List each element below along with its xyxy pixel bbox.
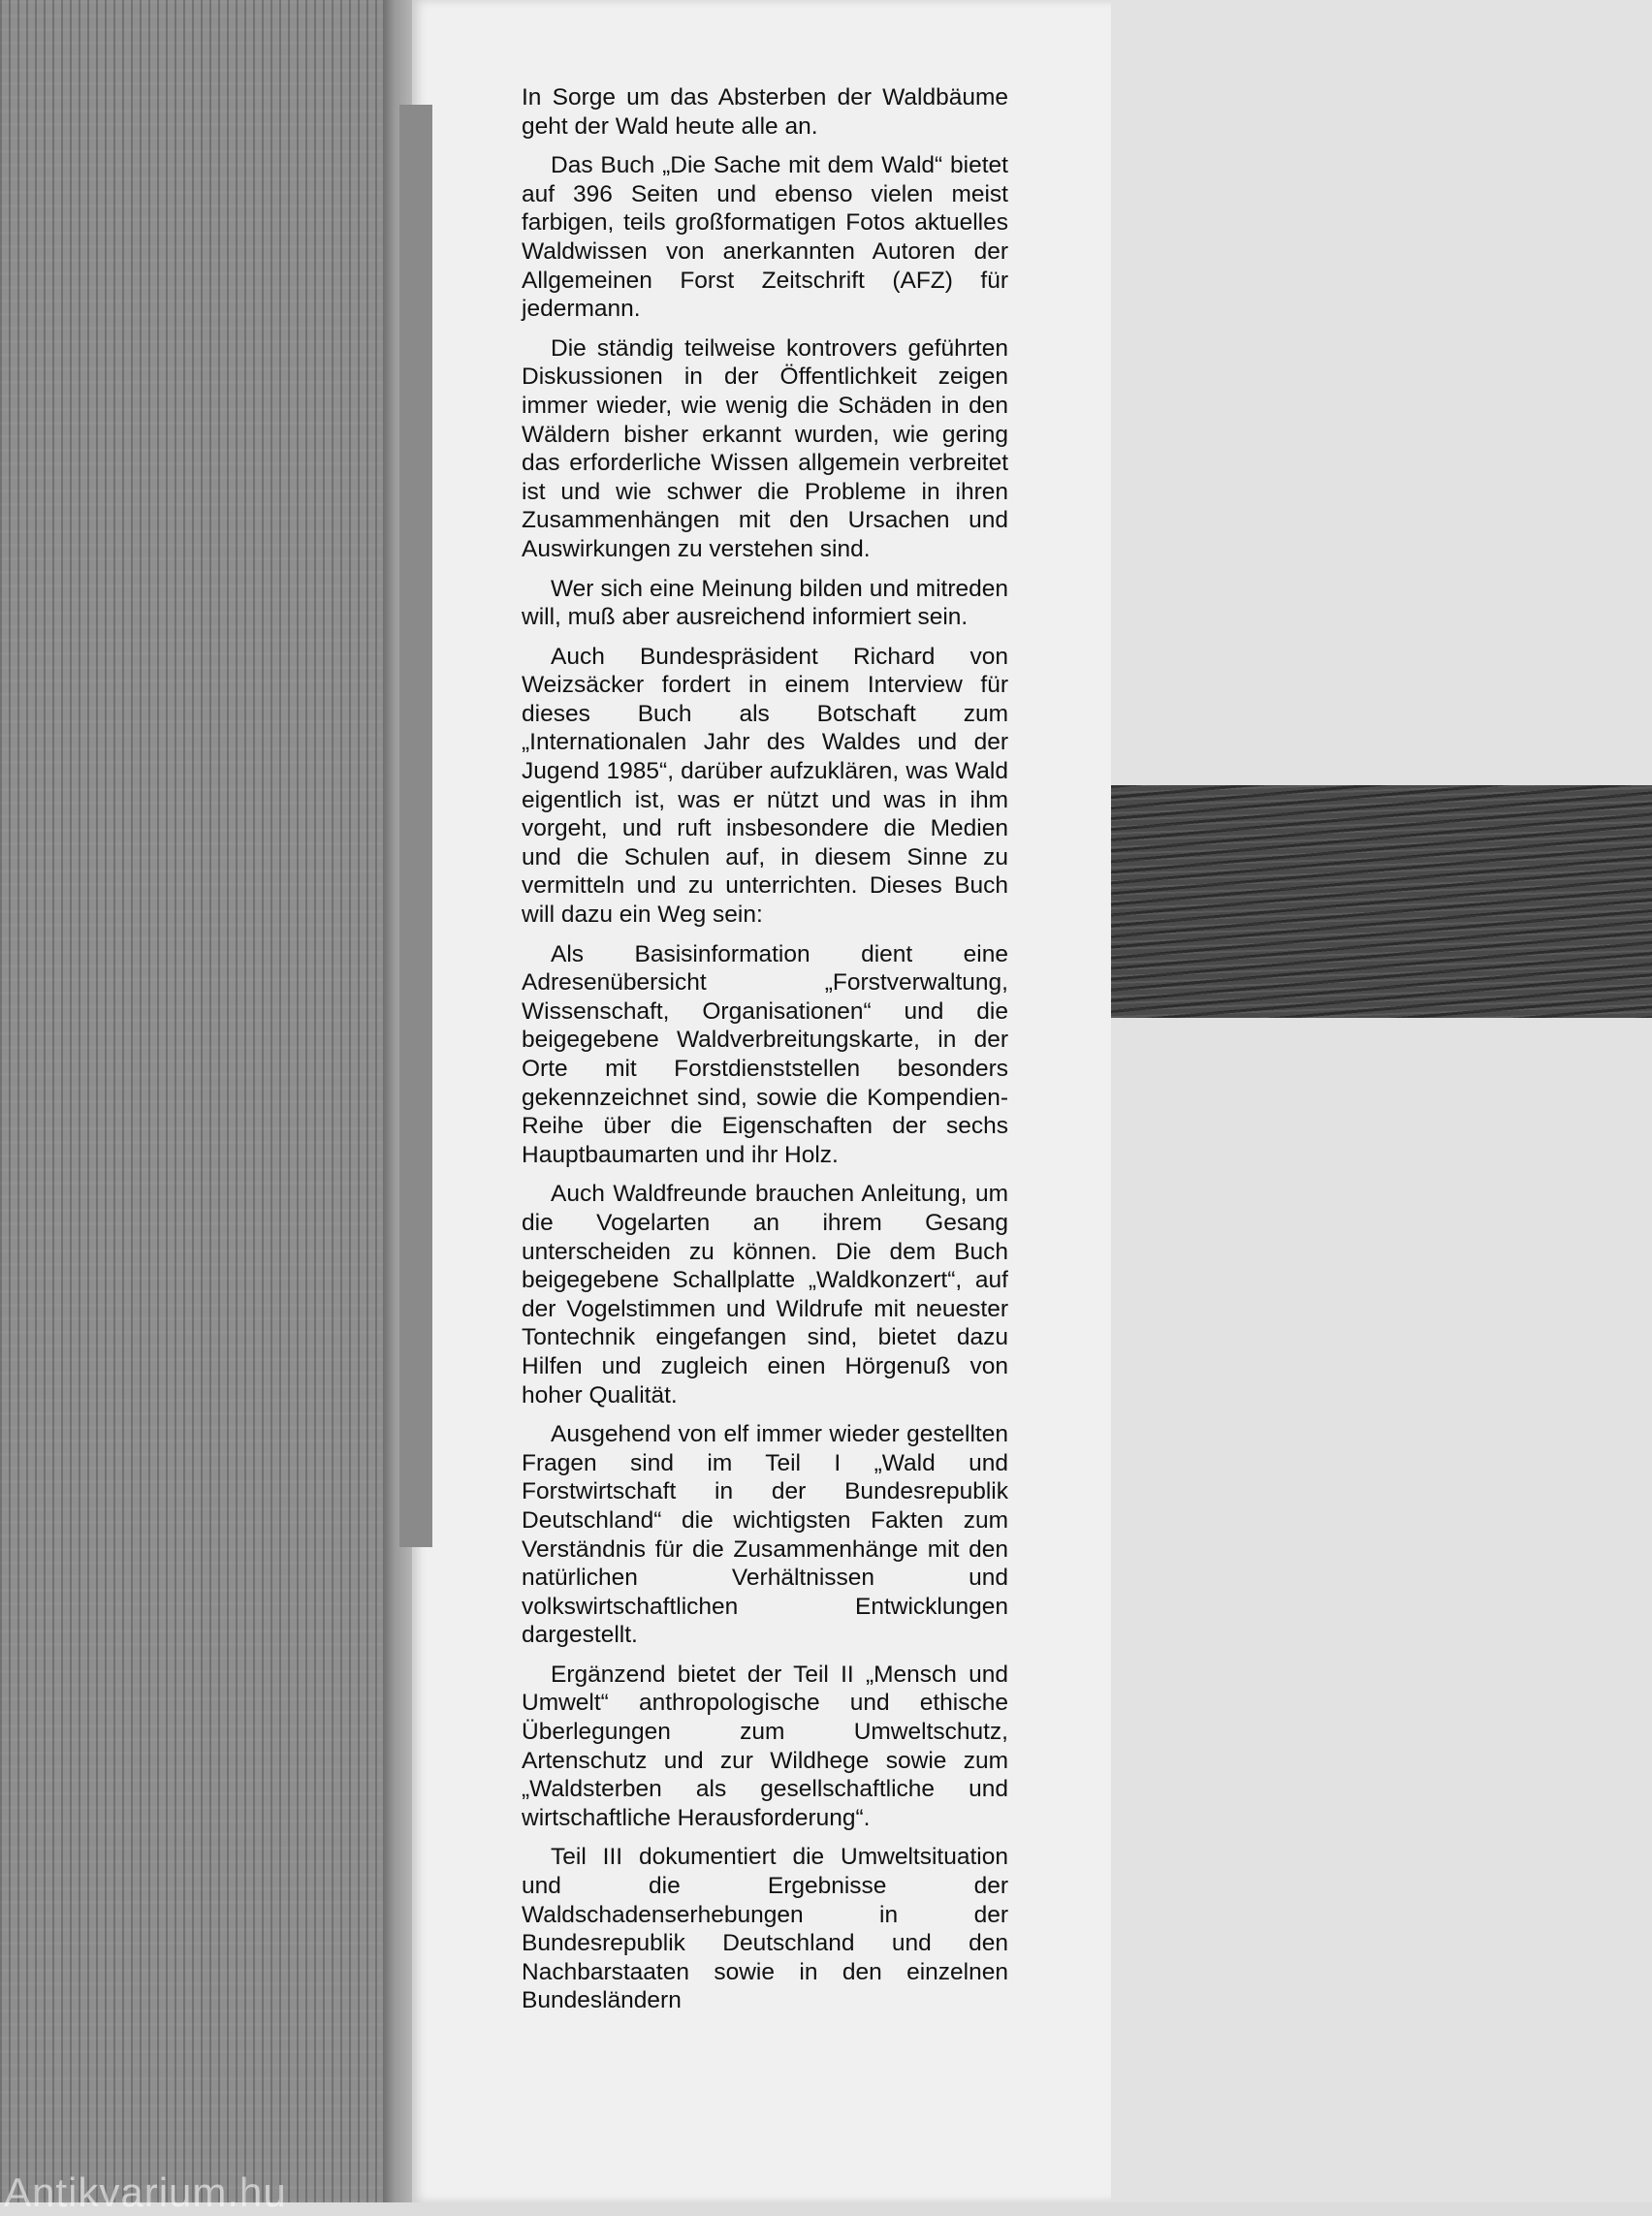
paragraph-9: Ergänzend bietet der Teil II „Mensch und Umwelt“ anthropologische und ethische Überlegungen zum Umweltschutz, Artenschutz und zur Wildhege sowie zum „Waldsterben als gesellschaftliche und wirtschaftliche Herausforderung“. <box>522 1661 1008 1831</box>
gray-flap-strip <box>399 105 432 1547</box>
paragraph-7: Auch Waldfreunde brauchen Anleitung, um die Vogelarten an ihrem Gesang unterscheiden zu können. Die dem Buch beigegebene Schallplatte „Waldkonzert“, auf der Vogelstimmen und Wildrufe mit neuester Tontechnik eingefangen sind, bietet dazu Hilfen und zugleich einen Hörgenuß von hoher Qualität. <box>522 1181 1008 1409</box>
wood-grain-strip <box>1111 785 1652 1018</box>
paragraph-4: Wer sich eine Meinung bilden und mitreden will, muß aber ausreichend informiert sein. <box>522 575 1008 631</box>
paragraph-5: Auch Bundespräsident Richard von Weizsäcker fordert in einem Interview für dieses Buch als Botschaft zum „Internationalen Jahr des Waldes und der Jugend 1985“, darüber aufzuklären, was Wald eigentlich ist, was er nützt und was in ihm vorgeht, und ruft insbesondere die Medien und die Schulen auf, in diesem Sinne zu vermitteln und zu unterrichten. Dieses Buch will dazu ein Weg sein: <box>522 643 1008 929</box>
paragraph-10: Teil III dokumentiert die Umweltsituation und die Ergebnisse der Waldschadenserhebungen in der Bundesrepublik Deutschland und den Nachbarstaaten sowie in den einzelnen Bundesländern <box>522 1844 1008 2014</box>
paragraph-8: Ausgehend von elf immer wieder gestellten Fragen sind im Teil I „Wald und Forstwirtschaft in der Bundesrepublik Deutschland“ die wichtigsten Fakten zum Verständnis für die Zusammenhänge mit den natürlichen Verhältnissen und volkswirtschaftlichen Entwicklungen dargestellt. <box>522 1421 1008 1649</box>
paragraph-6: Als Basisinformation dient eine Adresenübersicht „Forstverwaltung, Wissenschaft, Organisationen“ und die beigegebene Waldverbreitungskarte, in der Orte mit Forstdienststellen besonders gekennzeichnet sind, sowie die Kompendien-Reihe über die Eigenschaften der sechs Hauptbaumarten und ihr Holz. <box>522 940 1008 1168</box>
paragraph-2: Das Buch „Die Sache mit dem Wald“ bietet auf 396 Seiten und ebenso vielen meist farbigen, teils großformatigen Fotos aktuelles Waldwissen von anerkannten Autoren der Allgemeinen Forst Zeitschrift (AFZ) für jedermann. <box>522 152 1008 323</box>
right-sheet <box>1111 0 1652 2202</box>
book-cover-left <box>0 0 393 2202</box>
paragraph-3: Die ständig teilweise kontrovers geführten Diskussionen in der Öffentlichkeit zeigen immer wieder, wie wenig die Schäden in den Wäldern bisher erkannt wurden, wie gering das erforderliche Wissen allgemein verbreitet ist und wie schwer die Probleme in ihren Zusammenhängen mit den Ursachen und Auswirkungen zu verstehen sind. <box>522 334 1008 562</box>
body-text-column <box>522 83 1008 2026</box>
paragraph-1: In Sorge um das Absterben der Waldbäume geht der Wald heute alle an. <box>522 84 1008 140</box>
watermark-text: Antikvarium.hu <box>4 2169 287 2215</box>
